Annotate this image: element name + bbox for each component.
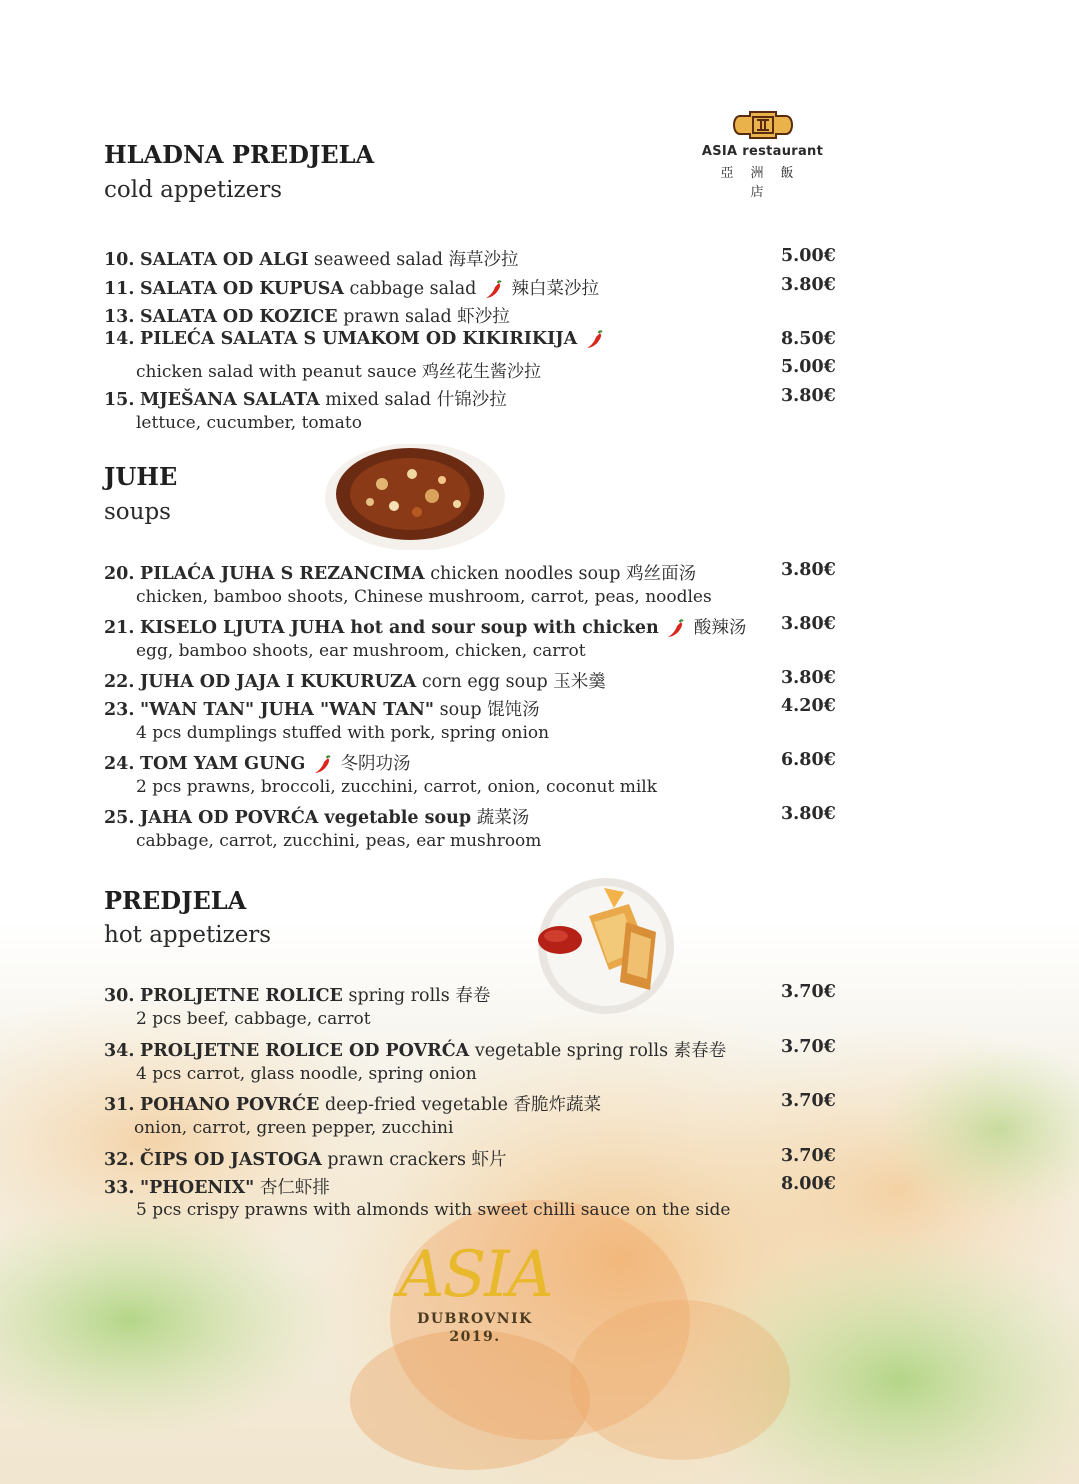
soups-section-title: JUHE — [104, 462, 178, 491]
menu-item: 11. SALATA OD KUPUSA cabbage salad 辣白菜沙拉 — [104, 279, 599, 299]
spring-rolls-photo — [534, 876, 678, 1016]
menu-item-description: onion, carrot, green pepper, zucchini — [134, 1118, 454, 1138]
item-price: 3.80€ — [781, 614, 836, 634]
hot-section-title: PREDJELA — [104, 886, 247, 915]
item-price: 3.70€ — [781, 1146, 836, 1166]
menu-item: 24. TOM YAM GUNG 冬阴功汤 — [104, 754, 411, 774]
soups-section-subtitle: soups — [104, 499, 171, 525]
item-price: 4.20€ — [781, 696, 836, 716]
item-price: 8.00€ — [781, 1174, 836, 1194]
item-price: 3.70€ — [781, 1091, 836, 1111]
menu-item-description: 2 pcs beef, cabbage, carrot — [136, 1009, 371, 1029]
item-price: 3.70€ — [781, 1037, 836, 1057]
chili-pepper-icon — [484, 280, 504, 300]
menu-item: 22. JUHA OD JAJA I KUKURUZA corn egg soup 玉米羹 — [104, 672, 606, 692]
chili-pepper-icon — [313, 755, 333, 775]
menu-item-description: egg, bamboo shoots, ear mushroom, chicken, carrot — [136, 641, 586, 661]
menu-item-description: lettuce, cucumber, tomato — [136, 413, 362, 433]
cold-section-subtitle: cold appetizers — [104, 177, 283, 203]
menu-item: 30. PROLJETNE ROLICE spring rolls 春卷 — [104, 986, 491, 1006]
menu-item: 33. "PHOENIX" 杏仁虾排 — [104, 1178, 330, 1198]
menu-item: 23. "WAN TAN" JUHA "WAN TAN" soup 馄饨汤 — [104, 700, 540, 720]
soup-bowl-photo — [322, 444, 508, 550]
item-price: 8.50€ — [781, 329, 836, 349]
item-price: 5.00€ — [781, 357, 836, 377]
item-price: 3.80€ — [781, 804, 836, 824]
signature-year: 2019. — [449, 1329, 501, 1345]
menu-item: 10. SALATA OD ALGI seaweed salad 海草沙拉 — [104, 250, 519, 270]
cold-section-title: HLADNA PREDJELA — [104, 140, 375, 169]
chili-pepper-icon — [666, 619, 686, 639]
hot-section-subtitle: hot appetizers — [104, 922, 272, 948]
menu-item: 31. POHANO POVRĆE deep-fried vegetable 香脆炸蔬菜 — [104, 1095, 602, 1115]
item-price: 6.80€ — [781, 750, 836, 770]
menu-item-description: cabbage, carrot, zucchini, peas, ear mushroom — [136, 831, 542, 851]
menu-item-description: chicken salad with peanut sauce 鸡丝花生酱沙拉 — [136, 362, 542, 382]
item-price: 3.70€ — [781, 982, 836, 1002]
item-price: 3.80€ — [781, 386, 836, 406]
chili-pepper-icon — [585, 330, 605, 350]
item-price: 3.80€ — [781, 275, 836, 295]
menu-item-description: 5 pcs crispy prawns with almonds with sweet chilli sauce on the side — [136, 1200, 731, 1220]
menu-item: 14. PILEĆA SALATA S UMAKOM OD KIKIRIKIJA — [104, 329, 607, 350]
menu-item: 34. PROLJETNE ROLICE OD POVRĆA vegetable spring rolls 素春卷 — [104, 1041, 727, 1061]
signature-city: DUBROVNIK — [417, 1311, 533, 1327]
restaurant-logo — [700, 108, 825, 200]
menu-item-description: 2 pcs prawns, broccoli, zucchini, carrot, onion, coconut milk — [136, 777, 657, 797]
menu-item: 21. KISELO LJUTA JUHA hot and sour soup with chicken 酸辣汤 — [104, 618, 747, 638]
menu-item-description: chicken, bamboo shoots, Chinese mushroom, carrot, peas, noodles — [136, 587, 712, 607]
menu-item: 20. PILAĆA JUHA S REZANCIMA chicken noodles soup 鸡丝面汤 — [104, 564, 697, 584]
asia-dubrovnik-signature — [380, 1240, 570, 1346]
menu-item: 13. SALATA OD KOZICE prawn salad 虾沙拉 — [104, 307, 510, 327]
asia-emblem-icon — [730, 108, 796, 142]
menu-item: 15. MJEŠANA SALATA mixed salad 什锦沙拉 — [104, 390, 507, 410]
menu-item-description: 4 pcs carrot, glass noodle, spring onion — [136, 1064, 477, 1084]
menu-item: 25. JAHA OD POVRĆA vegetable soup 蔬菜汤 — [104, 808, 530, 828]
item-price: 3.80€ — [781, 560, 836, 580]
menu-item: 32. ČIPS OD JASTOGA prawn crackers 虾片 — [104, 1150, 507, 1170]
item-price: 3.80€ — [781, 668, 836, 688]
menu-item-description: 4 pcs dumplings stuffed with pork, spring onion — [136, 723, 550, 743]
signature-word: ASIA — [398, 1238, 552, 1312]
item-price: 5.00€ — [781, 246, 836, 266]
logo-chinese-name: 亞洲飯店 — [720, 166, 811, 200]
logo-name: ASIA restaurant — [701, 144, 824, 159]
